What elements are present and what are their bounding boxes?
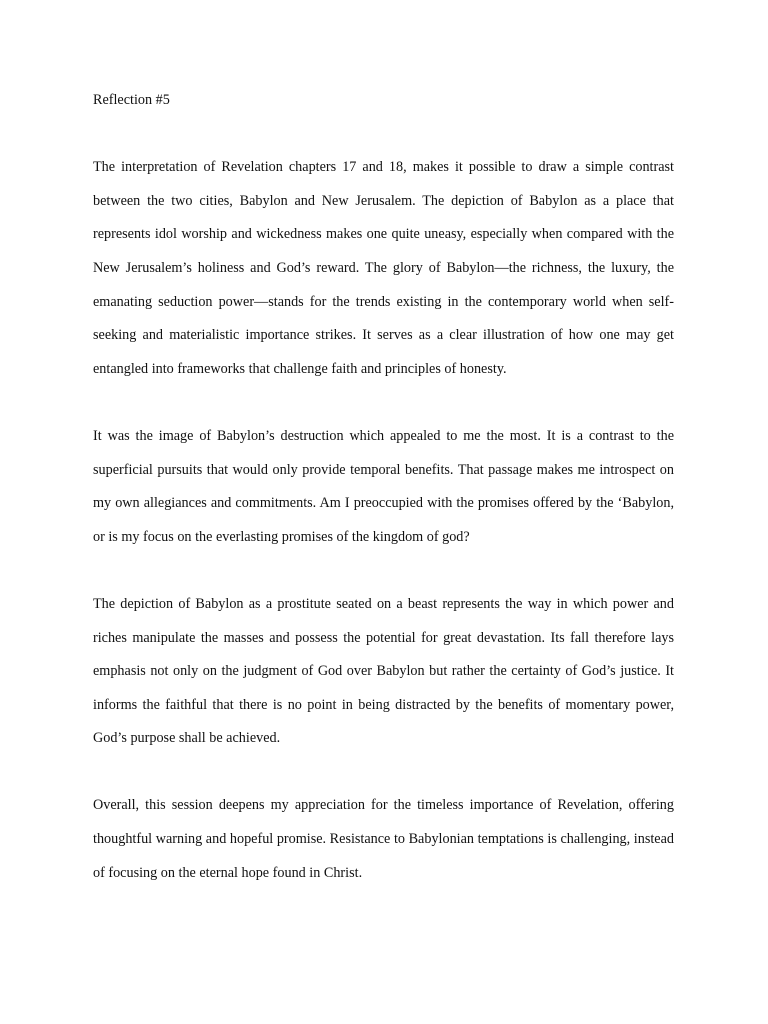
paragraph-1: The interpretation of Revelation chapters 17 and 18, makes it possible to draw a simple contrast between the two cities, Babylon and New Jerusalem. The depiction of Babylon as a place that represents idol worship and wickedness makes one quite uneasy, especially when compared with the New Jerusalem’s holiness and God’s reward. The glory of Babylon—the richness, the luxury, the emanating seduction power—stands for the trends existing in the contemporary world when self-seeking and materialistic importance strikes. It serves as a clear illustration of how one may get entangled into frameworks that challenge faith and principles of honesty. xyxy=(93,159,674,377)
document-title: Reflection #5 xyxy=(93,92,170,108)
paragraph-2: It was the image of Babylon’s destruction which appealed to me the most. It is a contrast to the superficial pursuits that would only provide temporal benefits. That passage makes me introspect on my own allegiances and commitments. Am I preoccupied with the promises offered by the ‘Babylon, or is my focus on the everlasting promises of the kingdom of god? xyxy=(93,427,674,545)
paragraph-4: Overall, this session deepens my appreciation for the timeless importance of Revelation, offering thoughtful warning and hopeful promise. Resistance to Babylonian temptations is challenging, instead of focusing on the eternal hope found in Christ. xyxy=(93,797,674,881)
document-body xyxy=(93,84,674,890)
paragraph-3: The depiction of Babylon as a prostitute seated on a beast represents the way in which power and riches manipulate the masses and possess the potential for great devastation. Its fall therefore lays emphasis not only on the judgment of God over Babylon but rather the certainty of God’s justice. It informs the faithful that there is no point in being distracted by the benefits of momentary power, God’s purpose shall be achieved. xyxy=(93,595,674,747)
